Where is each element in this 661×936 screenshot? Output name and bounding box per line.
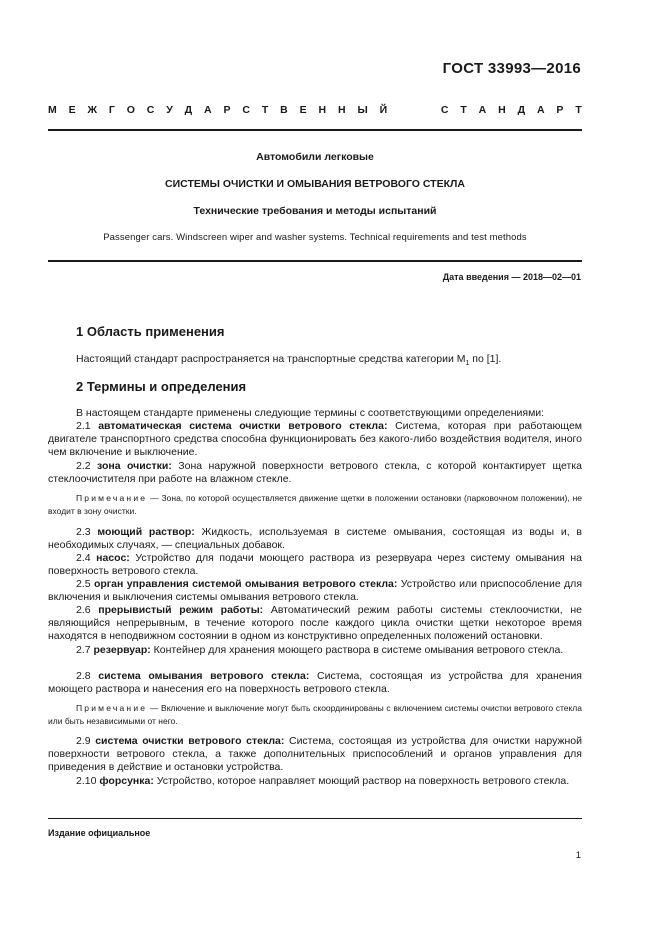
section-1-text: Настоящий стандарт распространяется на транспортные средства категории $M_1$ по [1]. bbox=[76, 353, 502, 368]
title-line-1: Автомобили легковые bbox=[256, 151, 374, 163]
interstate-standard-banner: М Е Ж Г О С У Д А Р С Т В Е Н Н Ы Й С Т А Н Д А Р Т bbox=[48, 104, 582, 116]
title-divider bbox=[48, 260, 582, 262]
term-2-1: 2.1 автоматическая система очистки ветрового стекла: Система, которая при работающем двигателе транспортного средства способна функционировать без какого-либо воздействия водителя, иного чем включение и выключение. bbox=[48, 420, 582, 459]
term-2-2: 2.2 зона очистки: Зона наружной поверхности ветрового стекла, с которой контактирует щетка стеклоочистителя при работе на влажном стекле. bbox=[48, 460, 583, 486]
note-1: Примечание — Зона, по которой осуществляется движение щетки в положении остановки (парковочном положении), не входит в зону очистки. bbox=[48, 493, 582, 516]
term-2-3: 2.3 моющий раствор: Жидкость, используемая в системе омывания, состоящая из воды и, в необходимых случаях, — специальных добавок. bbox=[48, 526, 582, 552]
title-english: Passenger cars. Windscreen wiper and washer systems. Technical requirements and test methods bbox=[103, 232, 527, 243]
term-2-4: 2.4 насос: Устройство для подачи моющего раствора из резервуара через систему омывания на поверхность ветрового стекла. bbox=[48, 552, 582, 578]
section-2-intro: В настоящем стандарте применены следующие термины с соответствующими определениями: bbox=[76, 407, 545, 419]
introduction-date: Дата введения — 2018—02—01 bbox=[442, 272, 581, 282]
term-2-10: 2.10 форсунка: Устройство, которое направляет моющий раствор на поверхность ветрового стекла. bbox=[76, 775, 570, 787]
term-2-9: 2.9 система очистки ветрового стекла: Система, состоящая из устройства для очистки наружной поверхности ветрового стекла, а также дополнительных приспособлений и органов управления для приведения в действие и остановки устройства. bbox=[48, 735, 582, 774]
title-line-2: СИСТЕМЫ ОЧИСТКИ И ОМЫВАНИЯ ВЕТРОВОГО СТЕКЛА bbox=[165, 178, 465, 190]
standard-number: ГОСТ 33993—2016 bbox=[442, 60, 581, 77]
term-2-8: 2.8 система омывания ветрового стекла: Система, состоящая из устройства для хранения моющего раствора и нанесения его на поверхность ветрового стекла. bbox=[48, 670, 582, 696]
term-2-5: 2.5 орган управления системой омывания ветрового стекла: Устройство или приспособление для включения и выключения системы омывания ветрового стекла. bbox=[48, 578, 582, 604]
footer-divider bbox=[48, 818, 582, 819]
official-edition-label: Издание официальное bbox=[48, 828, 151, 838]
term-2-6: 2.6 прерывистый режим работы: Автоматический режим работы системы стеклоочистки, не являющийся непрерывным, в течение которого после каждого цикла очистки щетки некоторое время находятся в неподвижном состоянии в одном из конструктивно определенных положений остановки. bbox=[48, 604, 583, 643]
section-2-heading: 2 Термины и определения bbox=[76, 379, 247, 394]
term-2-7: 2.7 резервуар: Контейнер для хранения моющего раствора в системе омывания ветрового стекла. bbox=[76, 644, 564, 656]
header-divider bbox=[48, 129, 582, 131]
note-2: Примечание — Включение и выключение могут быть скоординированы с включением системы очистки ветрового стекла или быть независимыми от него. bbox=[48, 703, 582, 726]
section-1-heading: 1 Область применения bbox=[76, 324, 225, 339]
page-number: 1 bbox=[575, 850, 581, 861]
title-line-3: Технические требования и методы испытаний bbox=[193, 205, 437, 217]
